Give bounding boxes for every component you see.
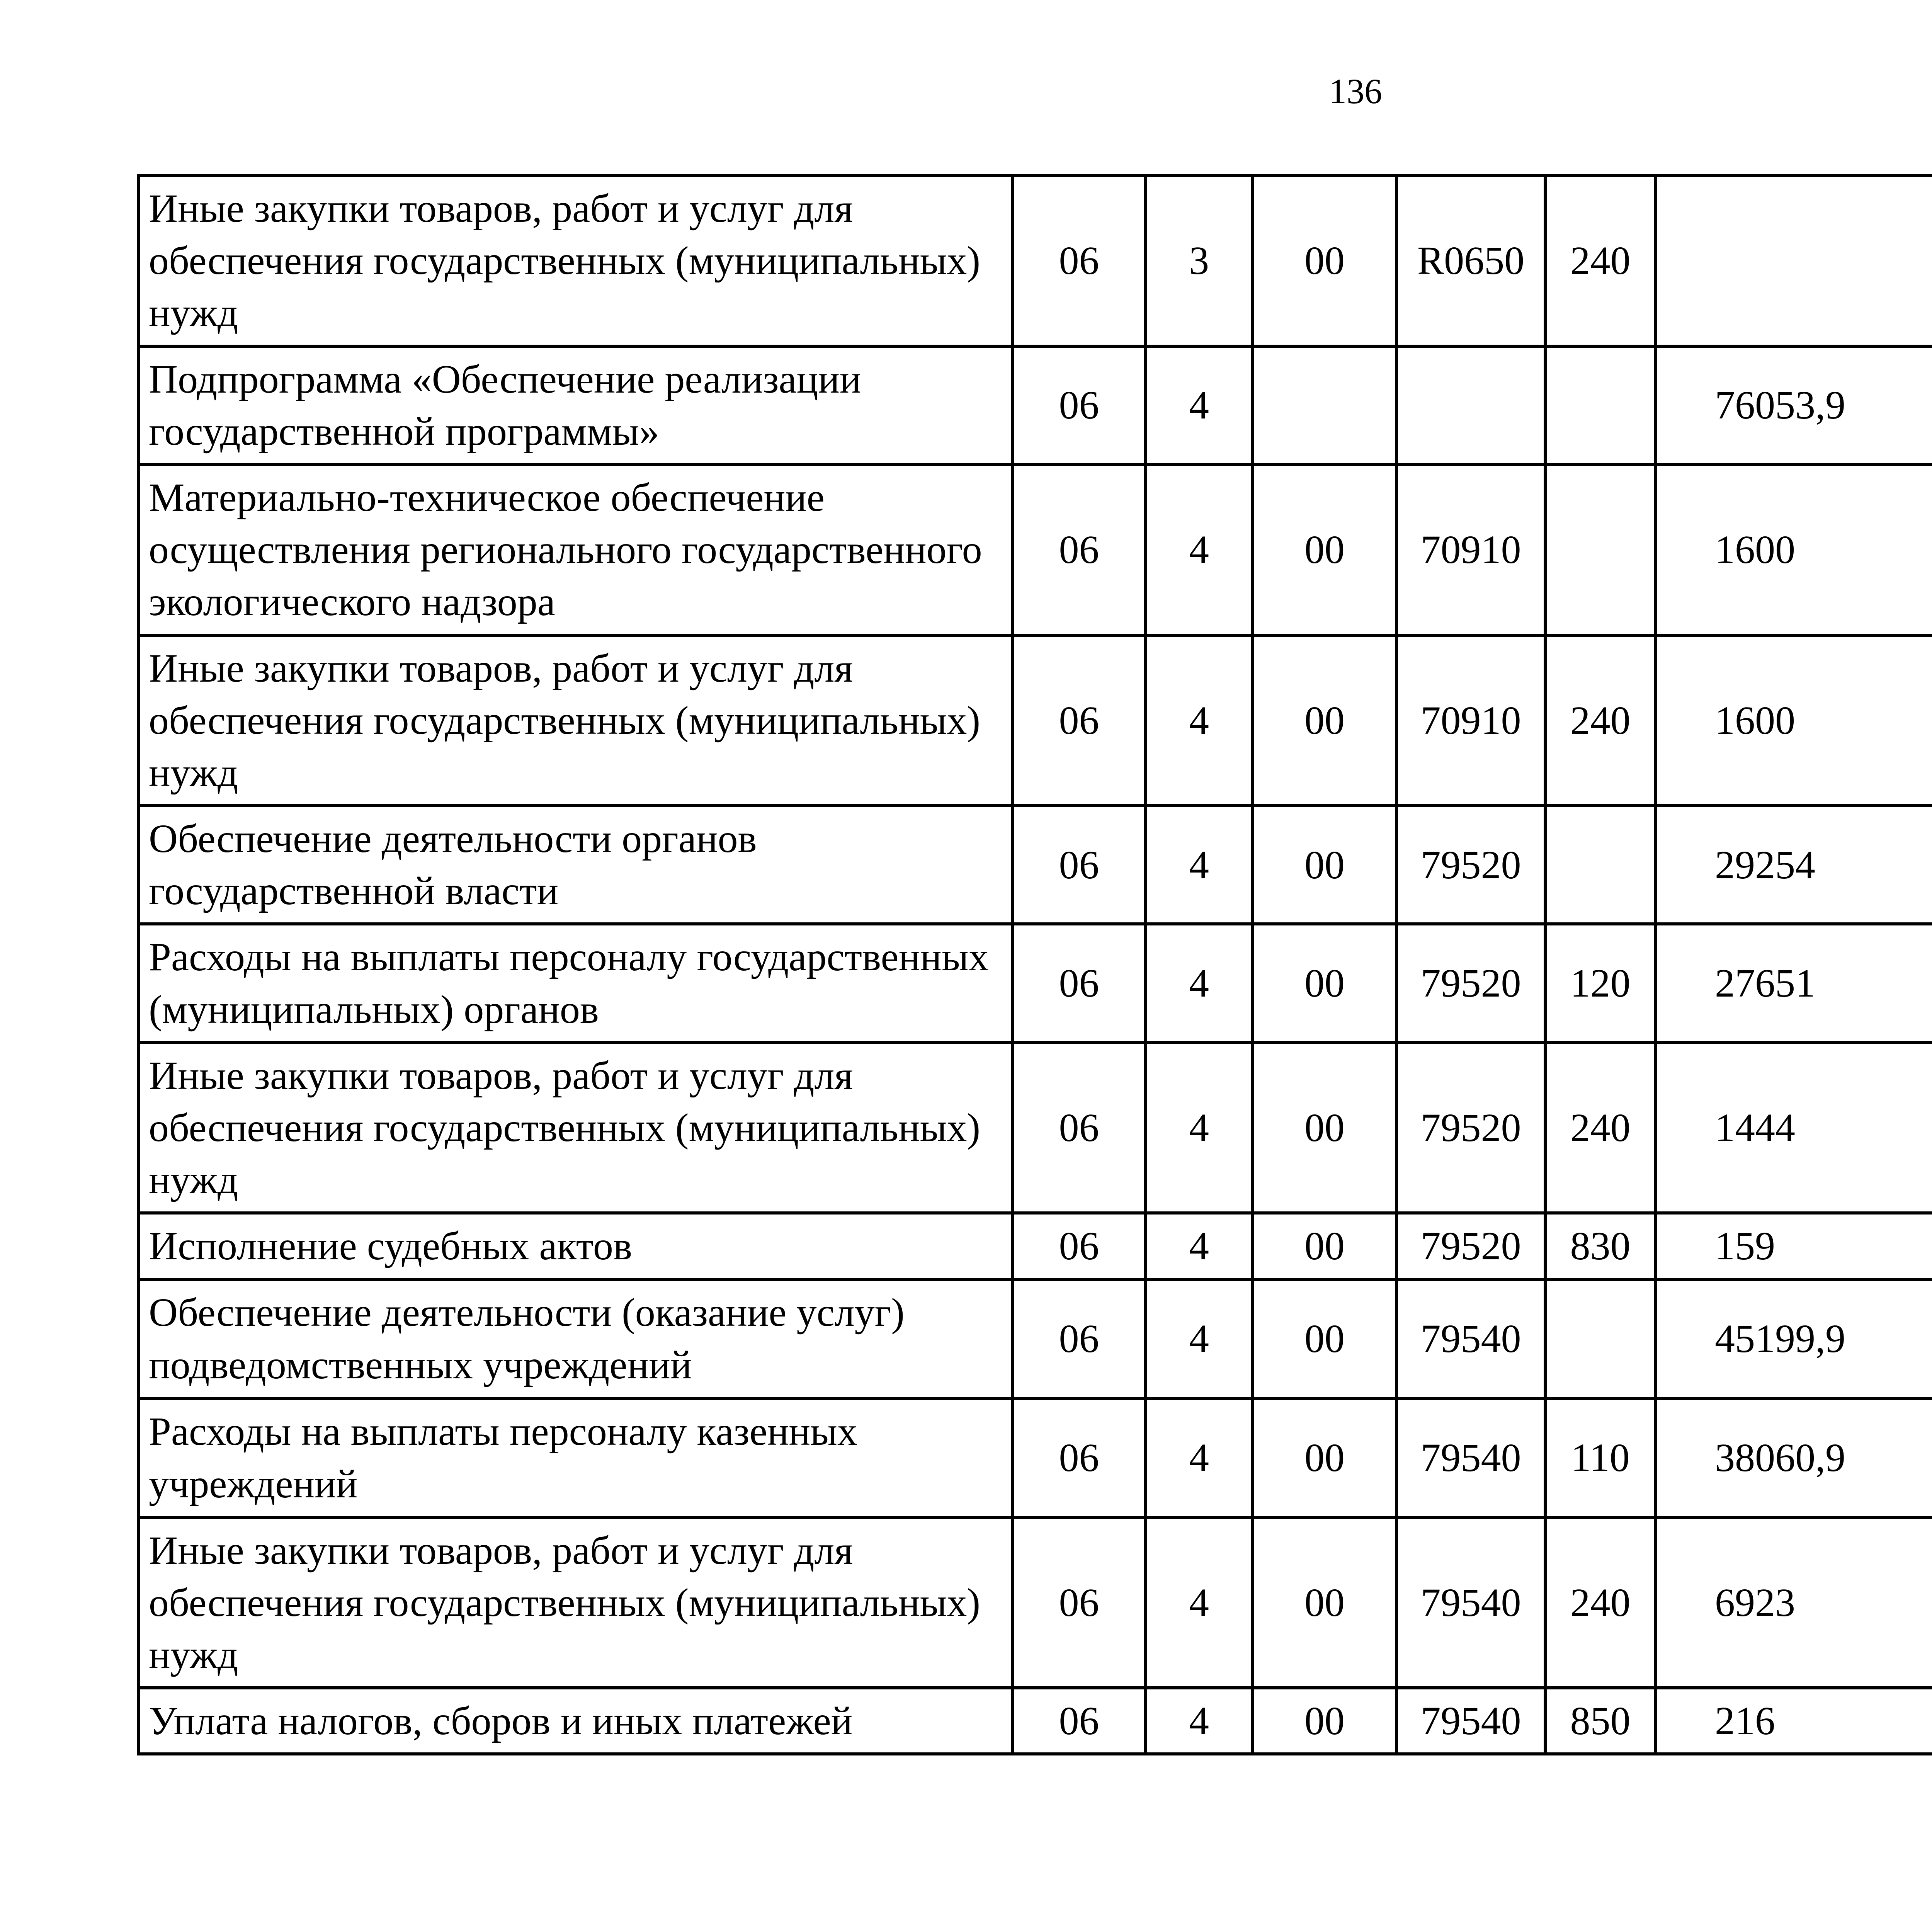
- event-code: 00: [1253, 1517, 1396, 1688]
- expense-type-code: [1545, 346, 1655, 464]
- event-code: 00: [1253, 1213, 1396, 1279]
- section-code: 06: [1013, 1398, 1145, 1517]
- event-code: 00: [1253, 635, 1396, 806]
- table-row: [139, 175, 1932, 346]
- row-name: Обеспечение деятельности органов государственной власти: [139, 806, 1013, 924]
- expense-type-code: 120: [1545, 924, 1655, 1042]
- amount-year-1: 29254: [1655, 806, 1932, 924]
- amount-year-1: 216: [1655, 1688, 1932, 1754]
- event-code: [1253, 346, 1396, 464]
- amount-year-1: 159: [1655, 1213, 1932, 1279]
- table-row: [139, 1213, 1932, 1279]
- event-code: 00: [1253, 175, 1396, 346]
- page-number: 136: [1329, 71, 1382, 111]
- table-row: [139, 1279, 1932, 1398]
- amount-year-1: 45199,9: [1655, 1279, 1932, 1398]
- direction-code: 79540: [1396, 1279, 1545, 1398]
- subprogram-code: 3: [1145, 175, 1253, 346]
- table-body: [139, 175, 1932, 1754]
- row-name: Иные закупки товаров, работ и услуг для обеспечения государственных (муниципальных) нужд: [139, 175, 1013, 346]
- amount-year-1: 27651: [1655, 924, 1932, 1042]
- subprogram-code: 4: [1145, 1213, 1253, 1279]
- subprogram-code: 4: [1145, 924, 1253, 1042]
- event-code: 00: [1253, 1043, 1396, 1213]
- amount-year-1: 1600: [1655, 635, 1932, 806]
- row-name: Расходы на выплаты персоналу казенных учреждений: [139, 1398, 1013, 1517]
- direction-code: [1396, 346, 1545, 464]
- expense-type-code: 850: [1545, 1688, 1655, 1754]
- direction-code: 79540: [1396, 1517, 1545, 1688]
- subprogram-code: 4: [1145, 1398, 1253, 1517]
- event-code: 00: [1253, 1279, 1396, 1398]
- budget-table: [137, 174, 1932, 1755]
- expense-type-code: 240: [1545, 635, 1655, 806]
- subprogram-code: 4: [1145, 346, 1253, 464]
- table-row: [139, 1688, 1932, 1754]
- table-row: [139, 635, 1932, 806]
- expense-type-code: [1545, 806, 1655, 924]
- table-row: [139, 464, 1932, 635]
- section-code: 06: [1013, 806, 1145, 924]
- row-name: Исполнение судебных актов: [139, 1213, 1013, 1279]
- section-code: 06: [1013, 635, 1145, 806]
- amount-year-1: 6923: [1655, 1517, 1932, 1688]
- event-code: 00: [1253, 924, 1396, 1042]
- event-code: 00: [1253, 1688, 1396, 1754]
- row-name: Подпрограмма «Обеспечение реализации государственной программы»: [139, 346, 1013, 464]
- section-code: 06: [1013, 175, 1145, 346]
- expense-type-code: 240: [1545, 175, 1655, 346]
- section-code: 06: [1013, 464, 1145, 635]
- section-code: 06: [1013, 1213, 1145, 1279]
- subprogram-code: 4: [1145, 806, 1253, 924]
- amount-year-1: 1444: [1655, 1043, 1932, 1213]
- table-row: [139, 346, 1932, 464]
- table-row: [139, 924, 1932, 1042]
- table-row: [139, 806, 1932, 924]
- section-code: 06: [1013, 346, 1145, 464]
- event-code: 00: [1253, 1398, 1396, 1517]
- direction-code: R0650: [1396, 175, 1545, 346]
- direction-code: 79540: [1396, 1688, 1545, 1754]
- direction-code: 79520: [1396, 806, 1545, 924]
- amount-year-1: [1655, 175, 1932, 346]
- subprogram-code: 4: [1145, 1279, 1253, 1398]
- subprogram-code: 4: [1145, 464, 1253, 635]
- amount-year-1: 1600: [1655, 464, 1932, 635]
- row-name: Иные закупки товаров, работ и услуг для обеспечения государственных (муниципальных) нужд: [139, 1517, 1013, 1688]
- table-row: [139, 1517, 1932, 1688]
- direction-code: 70910: [1396, 464, 1545, 635]
- row-name: Иные закупки товаров, работ и услуг для обеспечения государственных (муниципальных) нужд: [139, 635, 1013, 806]
- subprogram-code: 4: [1145, 1043, 1253, 1213]
- subprogram-code: 4: [1145, 635, 1253, 806]
- table-row: [139, 1398, 1932, 1517]
- direction-code: 79520: [1396, 1043, 1545, 1213]
- table-row: [139, 1043, 1932, 1213]
- expense-type-code: 830: [1545, 1213, 1655, 1279]
- expense-type-code: [1545, 1279, 1655, 1398]
- subprogram-code: 4: [1145, 1517, 1253, 1688]
- section-code: 06: [1013, 1043, 1145, 1213]
- section-code: 06: [1013, 924, 1145, 1042]
- subprogram-code: 4: [1145, 1688, 1253, 1754]
- event-code: 00: [1253, 806, 1396, 924]
- expense-type-code: 240: [1545, 1517, 1655, 1688]
- row-name: Уплата налогов, сборов и иных платежей: [139, 1688, 1013, 1754]
- amount-year-1: 76053,9: [1655, 346, 1932, 464]
- direction-code: 79520: [1396, 924, 1545, 1042]
- expense-type-code: 240: [1545, 1043, 1655, 1213]
- section-code: 06: [1013, 1688, 1145, 1754]
- amount-year-1: 38060,9: [1655, 1398, 1932, 1517]
- section-code: 06: [1013, 1279, 1145, 1398]
- row-name: Обеспечение деятельности (оказание услуг) подведомственных учреждений: [139, 1279, 1013, 1398]
- direction-code: 70910: [1396, 635, 1545, 806]
- direction-code: 79540: [1396, 1398, 1545, 1517]
- row-name: Материально-техническое обеспечение осуществления регионального государственного экологического надзора: [139, 464, 1013, 635]
- expense-type-code: [1545, 464, 1655, 635]
- event-code: 00: [1253, 464, 1396, 635]
- direction-code: 79520: [1396, 1213, 1545, 1279]
- expense-type-code: 110: [1545, 1398, 1655, 1517]
- row-name: Иные закупки товаров, работ и услуг для обеспечения государственных (муниципальных) нужд: [139, 1043, 1013, 1213]
- section-code: 06: [1013, 1517, 1145, 1688]
- row-name: Расходы на выплаты персоналу государственных (муниципальных) органов: [139, 924, 1013, 1042]
